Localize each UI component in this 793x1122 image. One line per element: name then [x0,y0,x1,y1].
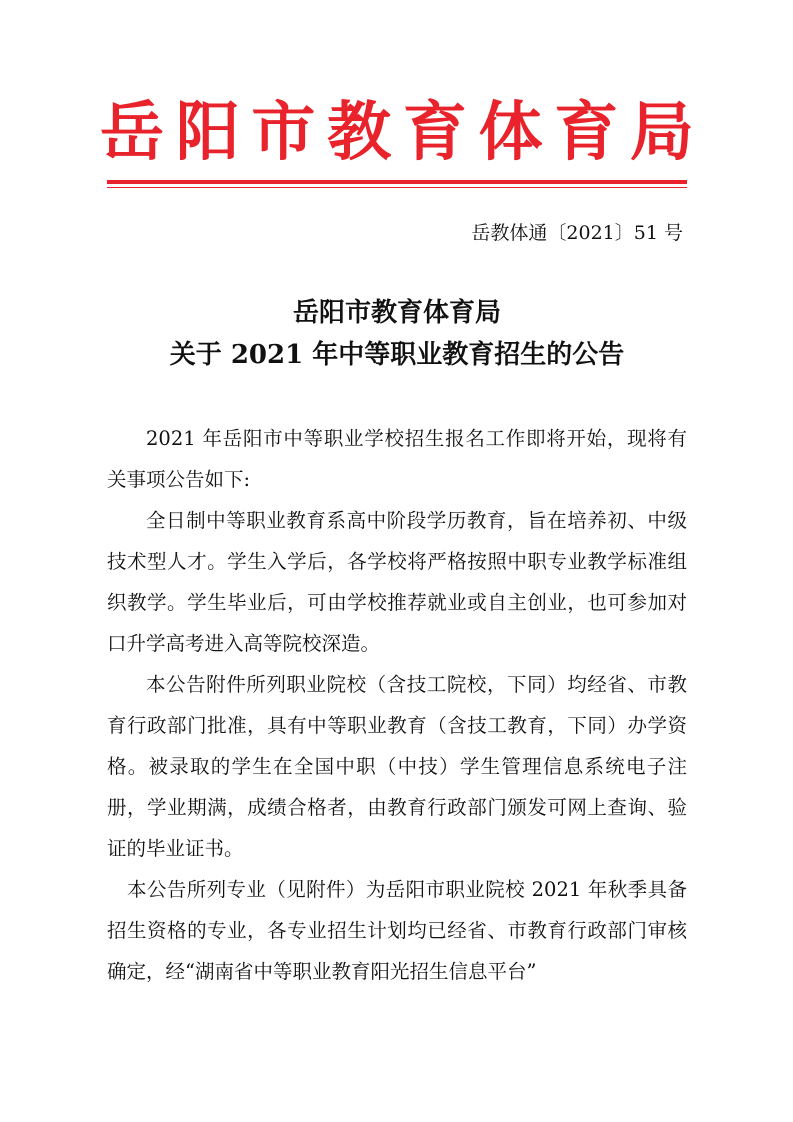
masthead-char: 阳 [175,96,240,170]
body-paragraph: 本公告所列专业（见附件）为岳阳市职业院校 2021 年秋季具备招生资格的专业，各专业招生计划均已经省、市教育行政部门审核确定，经“湖南省中等职业教育阳光招生信息平台” [107,878,687,983]
masthead-char: 育 [402,96,467,170]
notice-title-line-2: 关于 2021 年中等职业教育招生的公告 [169,340,625,370]
document-number: 岳教体通〔2021〕51 号 [471,222,683,244]
masthead-char: 市 [251,96,316,170]
masthead-char: 育 [554,96,619,170]
masthead-char: 体 [478,96,543,170]
masthead-char: 局 [629,96,694,170]
masthead-char: 教 [327,96,392,170]
notice-body [107,418,687,992]
masthead-char: 岳 [100,96,164,170]
notice-title-line-1: 岳阳市教育体育局 [292,298,501,328]
body-paragraph: 2021 年岳阳市中等职业学校招生报名工作即将开始，现将有关事项公告如下: [107,427,687,491]
body-paragraph: 本公告附件所列职业院校（含技工院校，下同）均经省、市教育行政部门批准，具有中等职业教育（含技工教育，下同）办学资格。被录取的学生在全国中职（中技）学生管理信息系统电子注册，学业期满，成绩合格者，由教育行政部门颁发可网上查询、验证的毕业证书。 [107,673,687,860]
masthead-divider-thick [107,180,687,184]
masthead-title [100,96,694,170]
body-paragraph: 全日制中等职业教育系高中阶段学历教育，旨在培养初、中级技术型人才。学生入学后，各学校将严格按照中职专业教学标准组织教学。学生毕业后，可由学校推荐就业或自主创业，也可参加对口升学高考进入高等院校深造。 [107,509,687,655]
masthead-divider-thin [107,187,687,188]
